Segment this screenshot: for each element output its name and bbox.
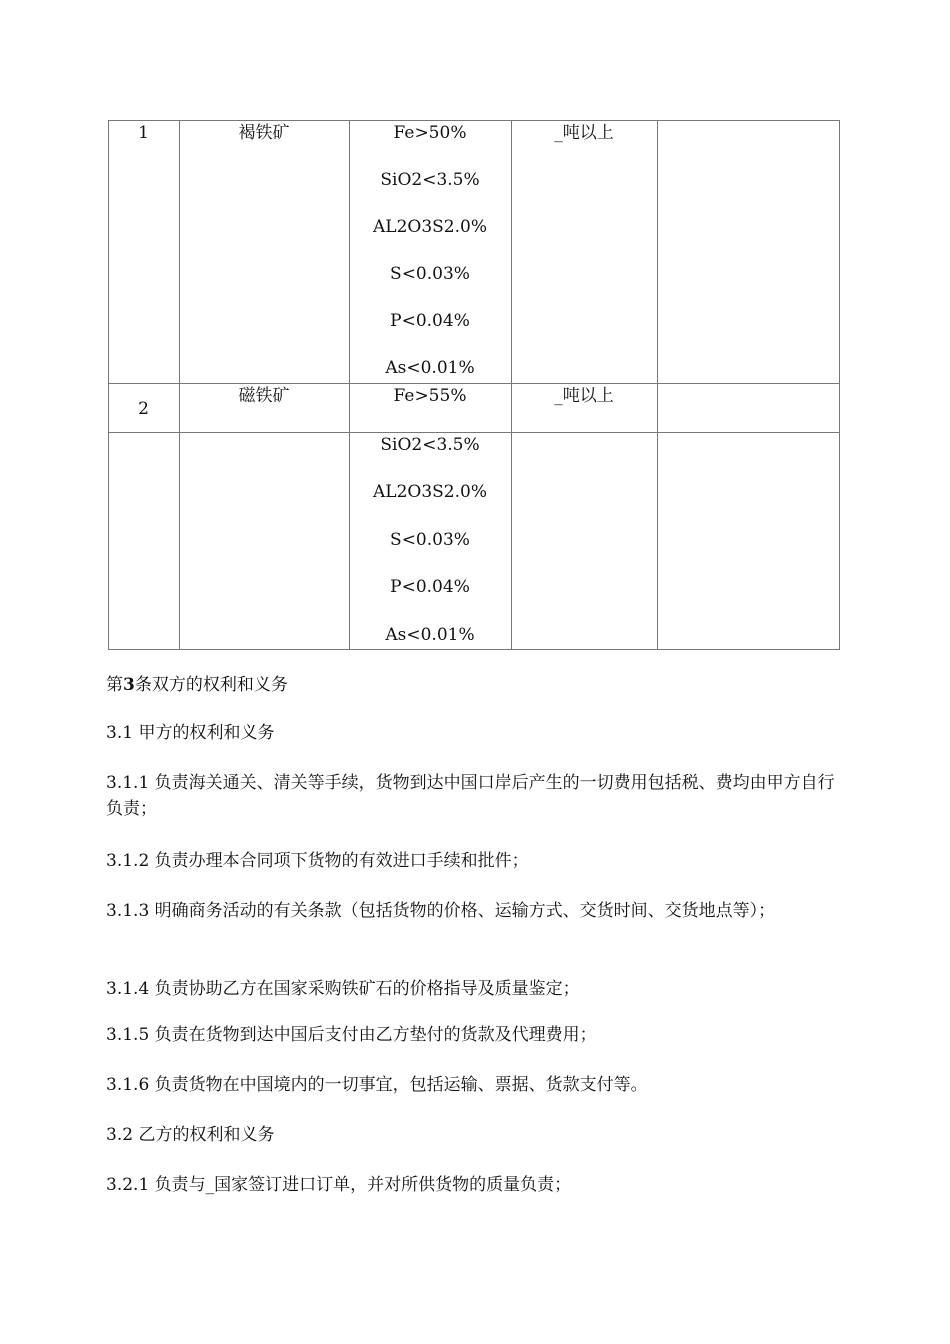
section-heading: 3.1 甲方的权利和义务 [106,723,275,743]
clause-paragraph: 3.2.1 负责与_国家签订进口订单，并对所供货物的质量负责； [106,1175,572,1195]
spec-line: AL2O3S2.0% [373,482,487,503]
ore-name-cell [179,120,349,167]
spec-cell [349,432,511,669]
spec-line: P<0.04% [390,577,470,598]
spec-line: As<0.01% [385,358,475,378]
quantity: _吨以上 [554,123,614,143]
quantity-cell [511,120,657,167]
ore-name [179,432,349,479]
clause-paragraph: 3.1.5 负责在货物到达中国后支付由乙方垫付的货款及代理费用； [106,1025,597,1045]
row-number: 2 [138,399,149,419]
clause-paragraph: 3.1.2 负责办理本合同项下货物的有效进口手续和批件； [106,851,529,871]
spec-line: As<0.01% [385,624,475,645]
remark-cell [657,120,839,167]
remark [657,120,839,167]
ore-name-cell [179,432,349,479]
section-heading: 3.2 乙方的权利和义务 [106,1125,275,1145]
quantity-cell [511,383,657,430]
clause-paragraph: 3.1.3 明确商务活动的有关条款（包括货物的价格、运输方式、交货时间、交货地点等）； [106,901,776,921]
spec-line: Fe>55% [393,386,467,406]
quantity: _吨以上 [554,386,614,406]
row-number-cell [108,432,179,479]
remark-cell [657,383,839,430]
clause-paragraph: 3.1.6 负责货物在中国境内的一切事宜，包括运输、票据、货款支付等。 [106,1075,648,1095]
article-prefix: 第 [106,675,123,695]
spec-line: SiO2<3.5% [380,170,480,190]
remark [657,383,839,430]
row-number: 1 [138,123,149,143]
ore-name-cell [179,383,349,430]
clause-paragraph: 3.1.4 负责协助乙方在国家采购铁矿石的价格指导及质量鉴定； [106,979,580,999]
article-heading [106,672,846,698]
spec-line: S<0.03% [390,529,470,550]
spec-cell [349,120,511,402]
ore-name: 褐铁矿 [238,123,290,143]
spec-line: P<0.04% [390,311,470,331]
spec-cell [349,383,511,430]
row-number [108,432,179,479]
spec-line: Fe>50% [393,123,467,143]
spec-line: AL2O3S2.0% [373,217,487,237]
article-title: 条双方的权利和义务 [134,675,288,695]
quantity [511,432,657,479]
remark-cell [657,432,839,479]
spec-line: S<0.03% [390,264,470,284]
table-border-left [108,120,109,650]
ore-spec-table [108,120,840,650]
table-border-right [839,120,840,650]
row-number-cell [108,120,179,167]
article-number: 3 [123,675,135,695]
ore-name: 磁铁矿 [238,386,290,406]
clause-paragraph: 3.1.1 负责海关通关、清关等手续，货物到达中国口岸后产生的一切费用包括税、费均由甲方自行负责； [106,773,835,819]
remark [657,432,839,479]
quantity-cell [511,432,657,479]
spec-line: SiO2<3.5% [380,435,480,455]
